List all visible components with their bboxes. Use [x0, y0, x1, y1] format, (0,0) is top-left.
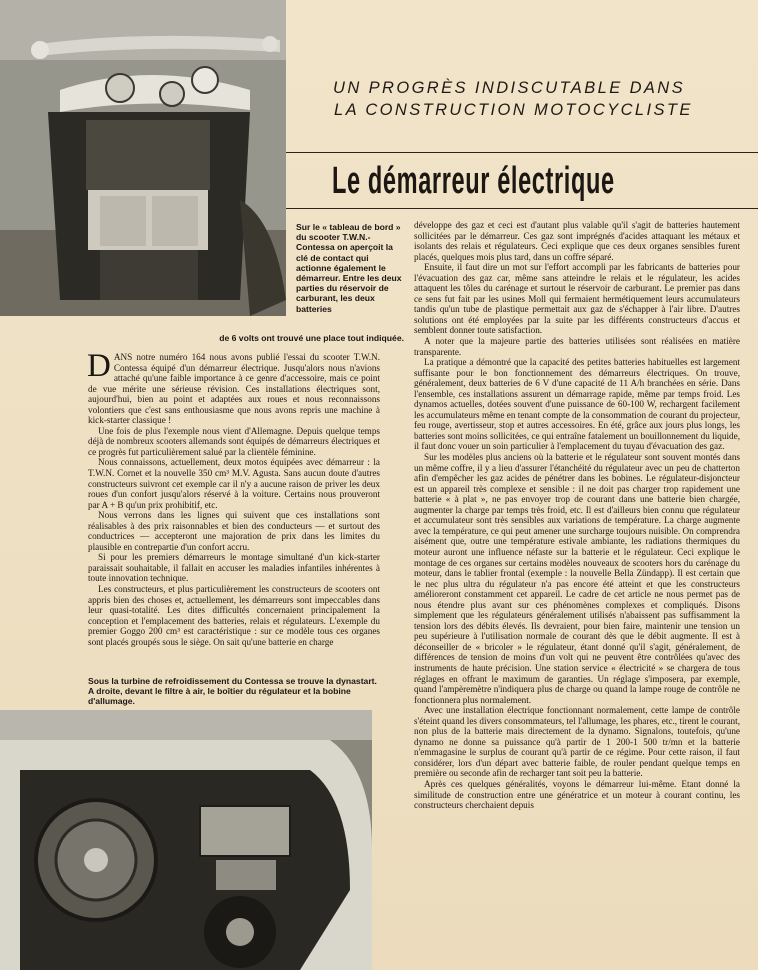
dynastart-engine-illustration [0, 710, 372, 970]
article-title: Le démarreur électrique [332, 160, 615, 202]
drop-cap: D [87, 348, 111, 384]
paragraph: A noter que la majeure partie des batteries utilisées sont réalisées en matière transparente. [414, 336, 740, 357]
paragraph: Nous verrons dans les lignes qui suivent que ces installations sont réalisables à des prix raisonnables et bien des conducteurs — et surtout des conductrices — accepteront une majoration de prix dans les limites du plausible en contrepartie d'un confort accru. [88, 510, 380, 552]
paragraph: La pratique a démontré que la capacité des petites batteries habituelles est largement suffisante pour le bon fonctionnement des démarreurs électriques. On trouve, généralement, deux batteries de 6 V d'une capacité de 11 A/h branchées en série. Dans l'ensemble, ces installations assurent un démarrage rapide, même par temps froid. Les dynamos actuelles, dotées souvent d'une puissance de 60-100 W, rechargent facilement les accumulateurs même en tenant compte de la consommation de courant du projecteur, feu rouge, avertisseur, stop et autres accessoires. En été, grâce aux jours plus longs, les batteries sont moins sollicitées, ce qui entraîne fatalement un bouillonnement du liquide, il faut donc vouer un soin particulier à l'emplacement du tuyau d'évacuation des gaz. [414, 357, 740, 452]
scooter-dashboard-photo [0, 0, 286, 316]
article-kicker [333, 77, 743, 121]
paragraph: Les constructeurs, et plus particulièrement les constructeurs de scooters ont appris bien des choses et, actuellement, les démarreurs sont impeccables dans leur quasi-totalité. Les dites difficultés concernaient principalement la conception et l'emplacement des batteries, relais et régulateurs. L'exemple du premier Goggo 200 cm³ est caractéristique : sur ce modèle tous ces organes sont placés groupés sous le siège. On sait qu'une batterie en charge [88, 584, 380, 647]
paragraph: développe des gaz et ceci est d'autant plus valable qu'il s'agit de batteries hautement sollicitées par le démarreur. Ces gaz sont imprégnés d'acides attaquant les métaux et isolants des relais et régulateurs. Ceci explique que ces deux organes sensibles furent placés, quelques mois plus tard, dans un coffre séparé. [414, 220, 740, 262]
dynastart-engine-photo [0, 710, 372, 970]
paragraph: Avec une installation électrique fonctionnant normalement, cette lampe de contrôle s'éteint quand les divers consommateurs, tel l'allumage, les phares, etc., tirent le courant, non plus de la batterie mais directement de la dynamo. Signalons, toutefois, qu'une dynamo ne donne sa puissance qu'à partir de 1 200-1 500 tr/mn et la batterie n'emmagasine le surplus de courant qu'à partir de ce régime. Pour cette raison, il faut considérer, lors d'un départ avec batterie faible, de rouler pendant quelque temps en première ou seconde afin de recharger tant soit peu la batterie. [414, 705, 740, 779]
kicker-line-2: LA CONSTRUCTION MOTOCYCLISTE [334, 101, 693, 119]
title-rule-bottom [286, 208, 758, 209]
paragraph: Si pour les premiers démarreurs le montage simultané d'un kick-starter paraissait souhaitable, il fallait en accuser les maladies infantiles inhérentes à toute innovation technique. [88, 552, 380, 584]
article-column-left [87, 348, 380, 647]
paragraph: Une fois de plus l'exemple nous vient d'Allemagne. Depuis quelque temps déjà de nombreux scooters allemands sont équipés de démarreurs électriques et ce progrès fut particulièrement salué par la clientèle féminine. [88, 425, 380, 457]
title-rule-top [286, 152, 758, 153]
paragraph: Sur les modèles plus anciens où la batterie et le régulateur sont souvent montés dans un même coffre, il y a lieu d'assurer l'étanchéité du régulateur avec un peu de chatterton afin d'empêcher les gaz acides de pénétrer dans les bobines. Le régulateur-disjoncteur est un appareil très complexe et sensible : il ne doit pas charger trop rapidement une batterie « à plat », ne pas envoyer trop de courant dans une batterie bien chargée, augmenter la charge par temps très froid, etc. Il est d'ailleurs bien connu que régulateur et accumulateur sont très sensibles aux variations de température. La charge augmente avec la température, ce qui peut amener une surcharge toujours nuisible. On comprendra aisément que, outre une température estivale ambiante, les radiations thermiques du moteur auront une influence néfaste sur la batterie et le régulateur. Ceci explique le montage de ces organes sur certains modèles nouveaux de scooters hors du carénage du moteur, dans le tablier frontal (exemple : la nouvelle Bella Zündapp). Il est certain que le nec plus ultra du régulateur n'a pas encore été atteint et que les constructeurs amélioreront constamment cet appareil. Le cadre de cet article ne nous permet pas de nous étendre plus avant sur ces phénomènes complexes et compliqués. Disons simplement que les régulateurs généralement utilisés n'abaissent pas suffisamment la tension lors des débits élevés. Ils devraient, pour bien faire, maintenir une tension un peu supérieure à l'utilisation normale de courant dès que le débit augmente. Il est à déconseiller de « bricoler » le régulateur, étant donné qu'il s'agit, généralement, de différences de tension de moins d'un volt qui ne peuvent être contrôlées qu'avec des instruments de haute précision. Une station service « électricité » se chargera de tous réglages en offrant le maximum de garanties. Un réglage s'imposera, par exemple, quand l'ampèremètre n'indiquera plus de charge ou quand la lampe rouge de contrôle ne fonctionnera plus normalement. [414, 452, 740, 705]
scooter-dashboard-illustration [0, 0, 286, 316]
photo-bottom-caption: Sous la turbine de refroidissement du Contessa se trouve la dynastart. A droite, devant le filtre à air, le boîtier du régulateur et la bobine d'allumage. [88, 676, 377, 707]
photo-top-caption: Sur le « tableau de bord » du scooter T.W.N.-Contessa on aperçoit la clé de contact qui actionne également le démarreur. Entre les deux parties du réservoir de carburant, les deux batteries [296, 222, 402, 314]
paragraph: Nous connaissons, actuellement, deux motos équipées avec démarreur : la T.W.N. Cornet et la nouvelle 350 cm³ M.V. Agusta. Sans aucun doute d'autres constructeurs suivront cet exemple car il n'y a aucune raison de priver les deux roues d'un confort jusqu'alors réservé à la voiture. Certains nous prouveront par A + B qu'un prix prohibitif, etc. [88, 457, 380, 510]
paragraph: Après ces quelques généralités, voyons le démarreur lui-même. Etant donné la similitude de construction entre une génératrice et un moteur à courant continu, les constructeurs cherchaient depuis [414, 778, 740, 811]
photo-top-caption-end: de 6 volts ont trouvé une place tout indiquée. [219, 333, 404, 343]
kicker-line-1: UN PROGRÈS INDISCUTABLE DANS [333, 79, 686, 97]
paragraph: DANS notre numéro 164 nous avons publié l'essai du scooter T.W.N. Contessa équipé d'un démarreur électrique. Jusqu'alors nous n'avions attaché qu'une faible importance à ce genre d'accessoire, mais ce point de vue mérite une sérieuse révision. Ces installations électriques sont, aujourd'hui, bien au point et adaptées aux roues et nous reconnaissons volontiers que c'est sans enthousiasme que nous avons repris une machine à kick-starter classique ! [87, 348, 380, 426]
paragraph: Ensuite, il faut dire un mot sur l'effort accompli par les fabricants de batteries pour l'évacuation des gaz car, même sans atteindre le relais et le régulateur, les acides attaquent les tôles du carénage et surtout le réservoir de carburant. Le premier pas dans ce sens fut fait par les usines Moll qui fermaient hermétiquement leurs accumulateurs tandis qu'un tube de plastique permettait aux gaz de s'échapper à l'air libre. D'autres solutions ont été employées par la suite par les différents constructeurs d'accus et semblent donner toute satisfaction. [414, 262, 740, 336]
article-column-right [414, 220, 740, 811]
